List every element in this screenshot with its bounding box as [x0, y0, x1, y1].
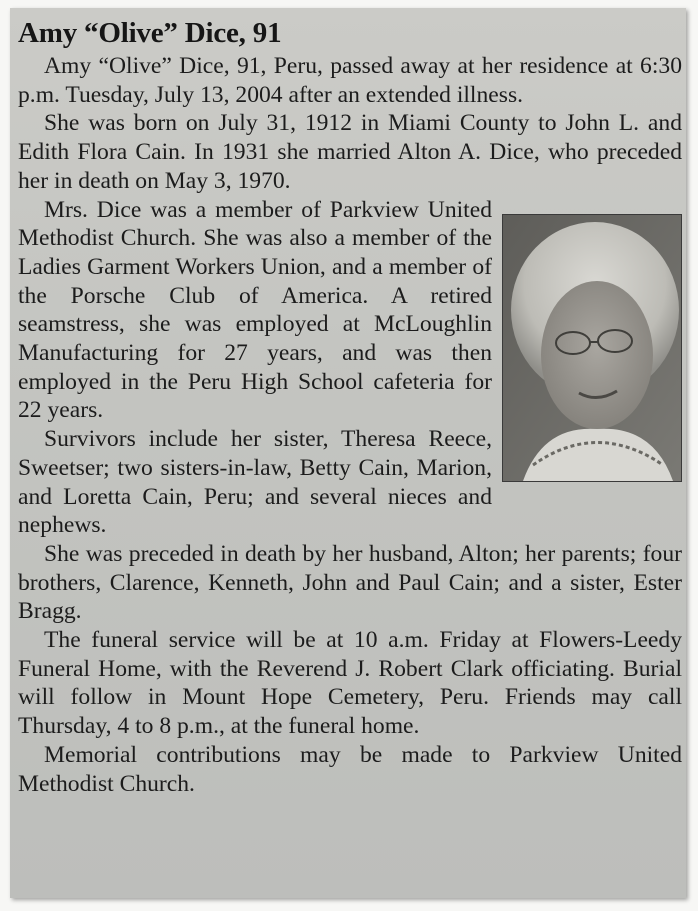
paragraph-birth: She was born on July 31, 1912 in Miami County to John L. and Edith Flora Cain. In 1931 she married Alton A. Dice, who preceded her in death on May 3, 1970.	[18, 110, 682, 194]
paragraph-survivors: Survivors include her sister, Theresa Reece, Sweetser; two sisters-in-law, Betty Cain, Marion, and Loretta Cain, Peru; and several nieces and nephews.	[18, 426, 492, 539]
obituary-text-column	[18, 14, 682, 798]
paragraph-funeral: The funeral service will be at 10 a.m. Friday at Flowers-Leedy Funeral Home, with the Reverend J. Robert Clark officiating. Burial will follow in Mount Hope Cemetery, Peru. Friends may call Thursday, 4 to 8 p.m., at the funeral home.	[18, 627, 682, 740]
paragraph-intro: Amy “Olive” Dice, 91, Peru, passed away at her residence at 6:30 p.m. Tuesday, July 13, 2004 after an extended illness.	[18, 53, 682, 108]
paragraph-preceded: She was preceded in death by her husband, Alton; her parents; four brothers, Clarence, Kenneth, John and Paul Cain; and a sister, Ester Bragg.	[18, 540, 682, 625]
paragraph-memberships: Mrs. Dice was a member of Parkview United Methodist Church. She was also a member of the Ladies Garment Workers Union, and a member of the Porsche Club of America. A retired seamstress, she was employed at McLoughlin Manufacturing for 27 years, and was then employed in the Peru High School cafeteria for 22 years.	[18, 196, 492, 424]
paragraph-memorial: Memorial contributions may be made to Parkview United Methodist Church.	[18, 741, 682, 797]
portrait-photo	[502, 214, 682, 482]
newspaper-clipping	[10, 8, 686, 898]
obituary-headline: Amy “Olive” Dice, 91	[18, 17, 282, 49]
portrait-image	[503, 215, 681, 481]
